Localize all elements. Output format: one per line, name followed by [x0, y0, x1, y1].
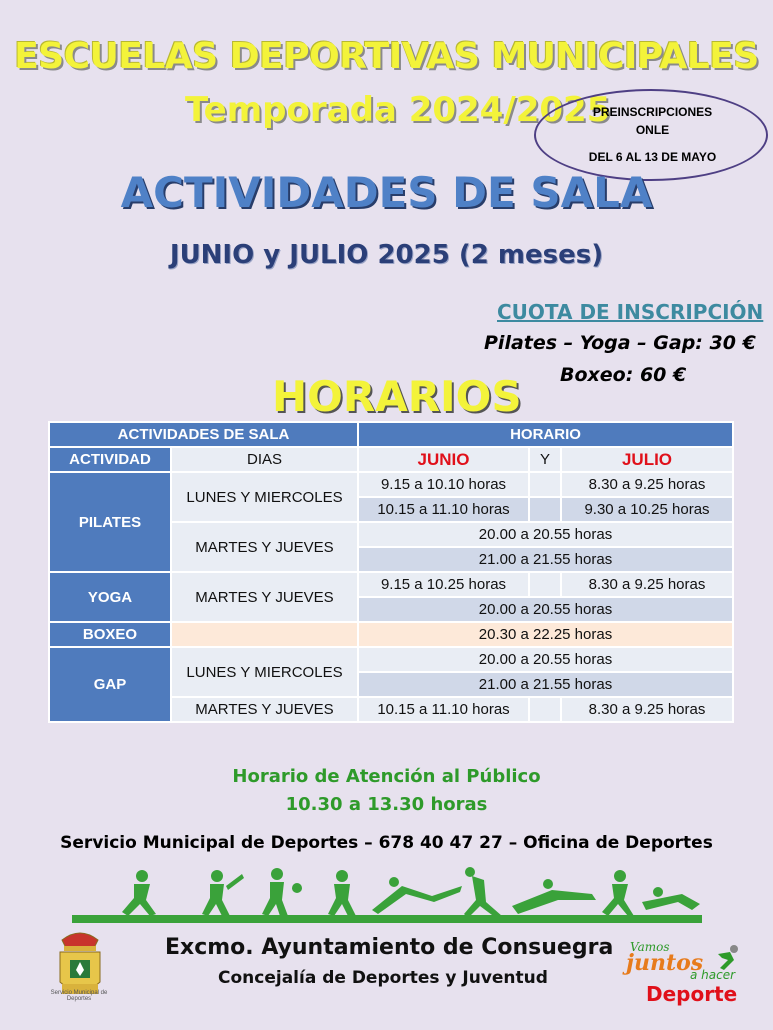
- col-dias: DIAS: [171, 447, 358, 472]
- gap-r3-junio: 10.15 a 11.10 horas: [358, 697, 529, 722]
- gap-r3-y: [529, 697, 561, 722]
- gap-days2: MARTES Y JUEVES: [171, 697, 358, 722]
- concejalia-label: Concejalía de Deportes y Juventud: [218, 968, 548, 988]
- basketball-silhouette: [262, 868, 302, 916]
- pilates-days1: LUNES Y MIERCOLES: [171, 472, 358, 522]
- gap-r2: 21.00 a 21.55 horas: [358, 672, 733, 697]
- yoga-r1-junio: 9.15 a 10.25 horas: [358, 572, 529, 597]
- atencion-line2: 10.30 a 13.30 horas: [285, 794, 488, 815]
- activity-gap: GAP: [49, 647, 171, 722]
- pilates-r2-y: [529, 497, 561, 522]
- athlete-icon: [712, 944, 742, 972]
- horarios-title: HORARIOS: [272, 372, 522, 421]
- seal-caption: Servicio Municipal de Deportes: [50, 990, 108, 1002]
- sports-silhouettes-banner: [72, 866, 702, 918]
- preinscripciones-line3: DEL 6 AL 13 DE MAYO: [588, 150, 717, 164]
- title-line1: ESCUELAS DEPORTIVAS MUNICIPALES: [14, 36, 759, 77]
- atencion-line1: Horario de Atención al Público: [232, 766, 541, 787]
- pilates-r3: 20.00 a 20.55 horas: [358, 522, 733, 547]
- logo-text-vamos: Vamos: [630, 940, 670, 954]
- cuota-line2: Boxeo: 60 €: [560, 364, 687, 386]
- logo-text-deporte: Deporte: [646, 982, 738, 1006]
- group-header-right: HORARIO: [358, 422, 733, 447]
- title-line2: Temporada 2024/2025: [185, 90, 611, 130]
- period-label: JUNIO y JULIO 2025 (2 meses): [169, 240, 604, 270]
- col-actividad: ACTIVIDAD: [49, 447, 171, 472]
- gap-days1: LUNES Y MIERCOLES: [171, 647, 358, 697]
- yoga-r1-y: [529, 572, 561, 597]
- gap-r3-julio: 8.30 a 9.25 horas: [561, 697, 733, 722]
- sprinter-silhouette: [602, 870, 634, 916]
- swimmer-silhouette: [512, 879, 596, 914]
- ayuntamiento-label: Excmo. Ayuntamiento de Consuegra: [165, 935, 614, 960]
- pilates-r2-julio: 9.30 a 10.25 horas: [561, 497, 733, 522]
- activity-boxeo: BOXEO: [49, 622, 171, 647]
- gap-r1: 20.00 a 20.55 horas: [358, 647, 733, 672]
- gymnast-silhouette: [372, 877, 462, 914]
- pilates-r2-junio: 10.15 a 11.10 horas: [358, 497, 529, 522]
- silhouette-group: [122, 867, 700, 918]
- servicio-line: Servicio Municipal de Deportes – 678 40 47 27 – Oficina de Deportes: [60, 833, 713, 853]
- cuota-line1: Pilates – Yoga – Gap: 30 €: [484, 332, 756, 354]
- pilates-days2: MARTES Y JUEVES: [171, 522, 358, 572]
- acrobat-silhouette: [464, 867, 502, 918]
- logo-text-a-hacer: a hacer: [690, 968, 736, 982]
- cuota-heading: CUOTA DE INSCRIPCIÓN: [497, 300, 764, 324]
- boxeo-r1: 20.30 a 22.25 horas: [358, 622, 733, 647]
- yoga-days: MARTES Y JUEVES: [171, 572, 358, 622]
- logo-text-juntos: juntos: [626, 950, 704, 976]
- preinscripciones-line2: ONLE: [635, 123, 670, 137]
- group-header-left: ACTIVIDADES DE SALA: [49, 422, 358, 447]
- col-junio: JUNIO: [358, 447, 529, 472]
- pilates-r1-julio: 8.30 a 9.25 horas: [561, 472, 733, 497]
- runner-silhouette: [122, 870, 156, 916]
- pilates-r1-y: [529, 472, 561, 497]
- pilates-r1-junio: 9.15 a 10.10 horas: [358, 472, 529, 497]
- activity-title: ACTIVIDADES DE SALA: [120, 168, 653, 217]
- schedule-table: [48, 421, 734, 723]
- col-julio: JULIO: [561, 447, 733, 472]
- diver-silhouette: [642, 887, 700, 910]
- boxer-silhouette: [328, 870, 356, 916]
- coat-of-arms-icon: [48, 928, 112, 1026]
- pilates-r4: 21.00 a 21.55 horas: [358, 547, 733, 572]
- activity-pilates: PILATES: [49, 472, 171, 572]
- green-strip: [72, 915, 702, 923]
- preinscripciones-line1: PREINSCRIPCIONES: [592, 105, 713, 119]
- activity-yoga: YOGA: [49, 572, 171, 622]
- vamos-juntos-logo: [626, 940, 756, 1010]
- col-y: Y: [529, 447, 561, 472]
- tennis-silhouette: [202, 870, 244, 916]
- yoga-r1-julio: 8.30 a 9.25 horas: [561, 572, 733, 597]
- boxeo-days: [171, 622, 358, 647]
- yoga-r2: 20.00 a 20.55 horas: [358, 597, 733, 622]
